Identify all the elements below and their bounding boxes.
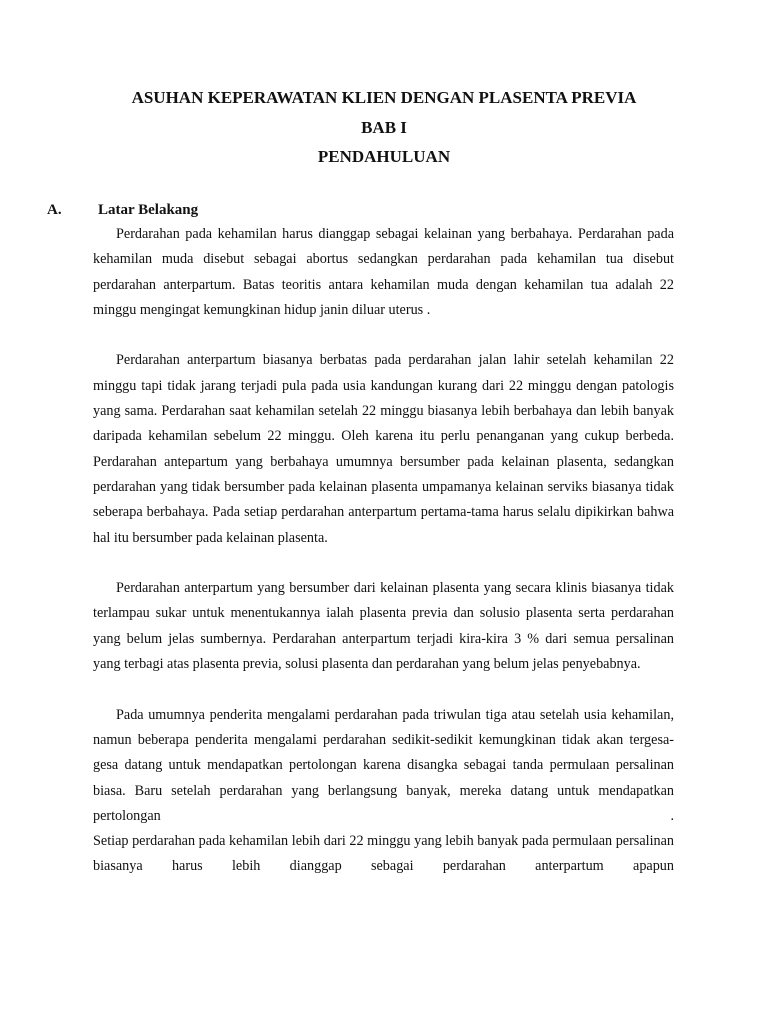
document-body (93, 222, 674, 880)
document-title: ASUHAN KEPERAWATAN KLIEN DENGAN PLASENTA PREVIA (131, 88, 637, 107)
section-marker: A. (47, 202, 62, 218)
section-title: Latar Belakang (98, 202, 199, 218)
chapter-number: BAB I (361, 118, 407, 137)
paragraph-2: Perdarahan anterpartum biasanya berbatas pada perdarahan jalan lahir setelah kehamilan 22 minggu tapi tidak jarang terjadi pula pada usia kandungan kurang dari 22 minggu dengan patologis yang sama. Perdarahan saat kehamilan setelah 22 minggu biasanya lebih berbahaya dan lebih banyak daripada kehamilan sebelum 22 minggu. Oleh karena itu perlu penanganan yang cukup berbeda. Perdarahan antepartum yang berbahaya umumnya bersumber pada kelainan plasenta, sedangkan perdarahan yang tidak bersumber pada kelainan plasenta umpamanya kelainan serviks biasanya tidak seberapa berbahaya. Pada setiap perdarahan anterpartum pertama-tama harus selalu dipikirkan bahwa hal itu bersumber pada kelainan plasenta. (93, 352, 674, 546)
chapter-title: PENDAHULUAN (317, 147, 451, 166)
paragraph-3: Perdarahan anterpartum yang bersumber dari kelainan plasenta yang secara klinis biasanya tidak terlampau sukar untuk menentukannya ialah plasenta previa dan solusio plasenta serta perdarahan yang belum jelas sumbernya. Perdarahan anterpartum terjadi kira-kira 3 % dari semua persalinan yang terbagi atas plasenta previa, solusi plasenta dan perdarahan yang belum jelas penyebabnya. (93, 580, 674, 673)
paragraph-1: Perdarahan pada kehamilan harus dianggap sebagai kelainan yang berbahaya. Perdarahan pada kehamilan muda disebut sebagai abortus sedangkan perdarahan pada kehamilan tua disebut perdarahan anterpartum. Batas teoritis antara kehamilan muda dengan kehamilan tua adalah 22 minggu mengingat kemungkinan hidup janin diluar uterus . (93, 226, 674, 318)
paragraph-5: Setiap perdarahan pada kehamilan lebih dari 22 minggu yang lebih banyak pada permulaan persalinan biasanya harus lebih dianggap sebagai perdarahan anterpartum apapun (93, 833, 674, 875)
paragraph-4: Pada umumnya penderita mengalami perdarahan pada triwulan tiga atau setelah usia kehamilan, namun beberapa penderita mengalami perdarahan sedikit-sedikit kemungkinan tidak akan tergesa-gesa datang untuk mendapatkan pertolongan karena disangka sebagai tanda permulaan persalinan biasa. Baru setelah perdarahan yang berlangsung banyak, mereka datang untuk mendapatkan pertolongan . (93, 706, 674, 824)
